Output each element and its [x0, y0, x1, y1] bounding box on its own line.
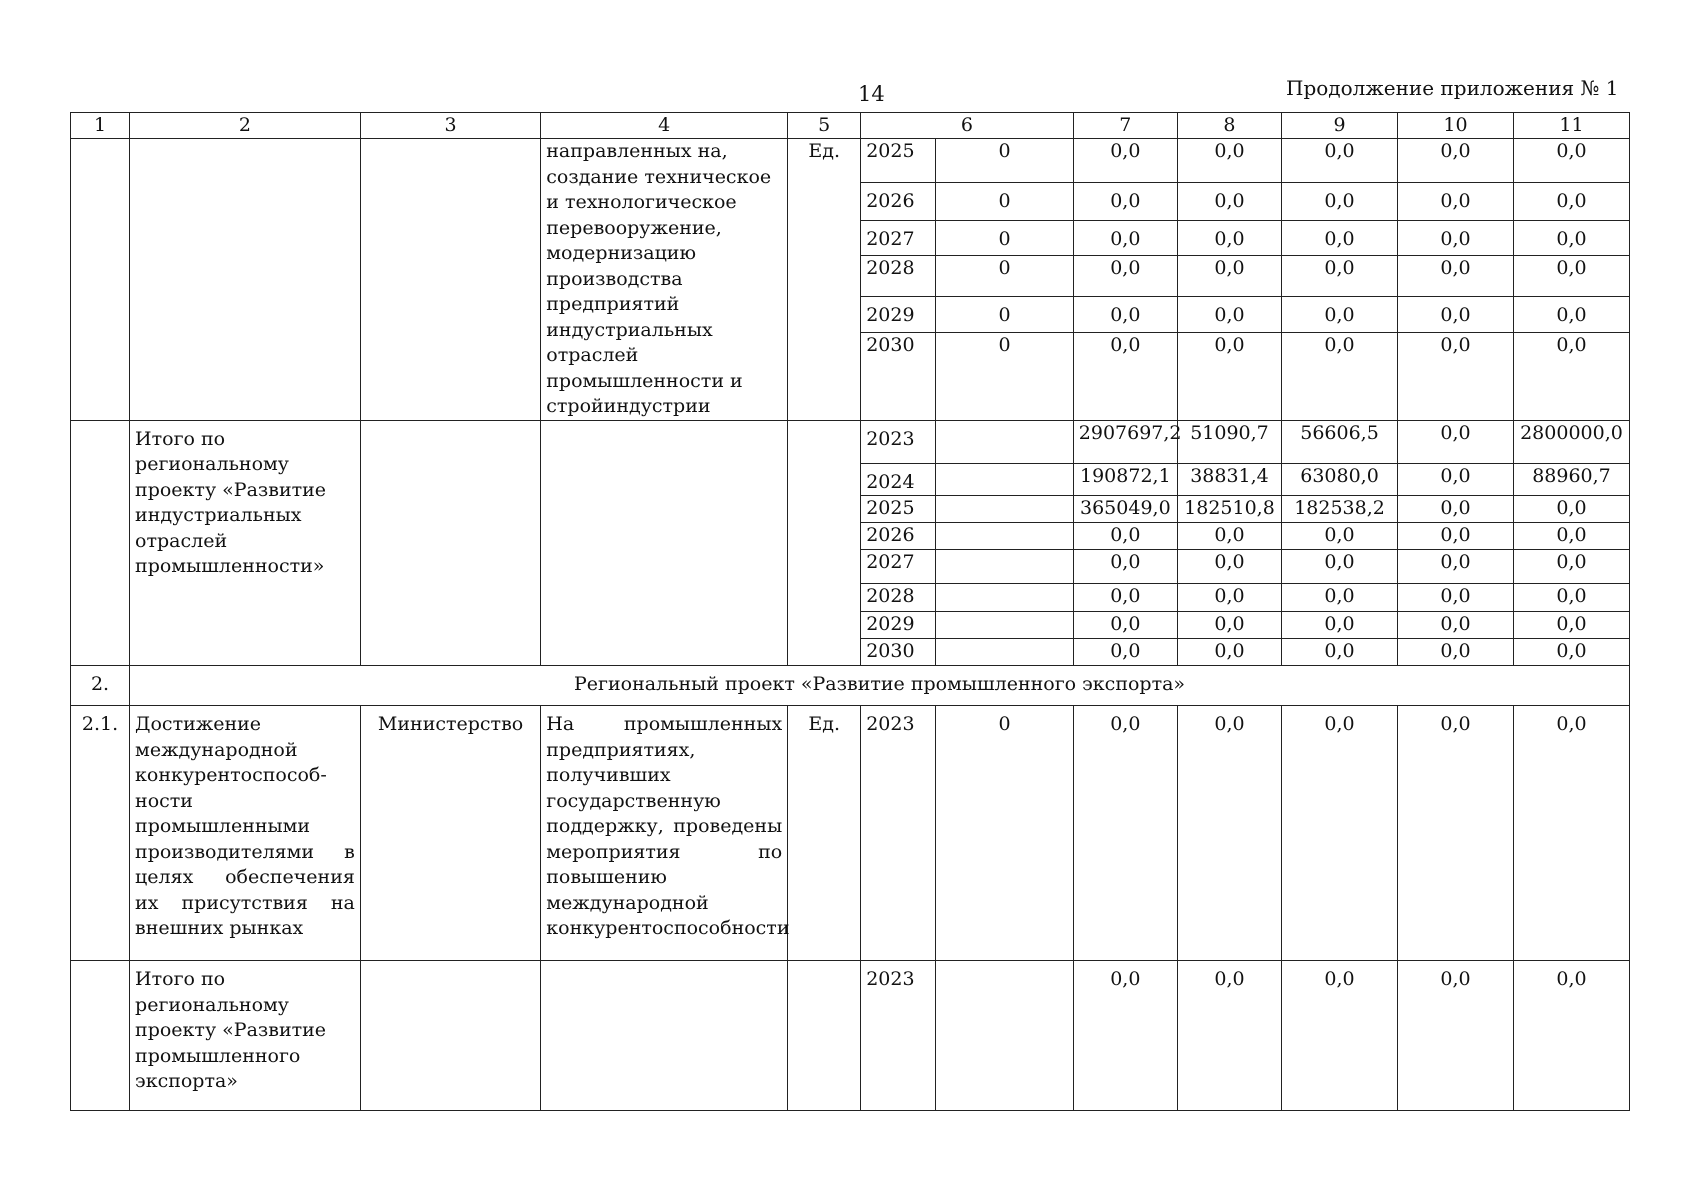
value-col9: 0,0	[1282, 182, 1398, 220]
base-value: 0	[936, 221, 1073, 256]
value-col8: 51090,7	[1177, 420, 1281, 463]
value-col10: 0,0	[1398, 420, 1514, 463]
value-col11: 0,0	[1513, 333, 1629, 420]
value-col10: 0,0	[1398, 139, 1514, 183]
col-num-5: 5	[788, 113, 861, 139]
value-col8: 0,0	[1177, 612, 1281, 639]
base-value: 0	[936, 256, 1073, 297]
cell-empty	[936, 523, 1073, 550]
program-table	[70, 112, 1630, 1111]
value-col10: 0,0	[1398, 221, 1514, 256]
section-number: 2.	[71, 666, 130, 706]
value-col7: 0,0	[1073, 612, 1177, 639]
value-col7: 0,0	[1073, 256, 1177, 297]
value-col9: 0,0	[1282, 333, 1398, 420]
cell-empty	[936, 420, 1073, 463]
indicator-text: направленных на, создание техническое и технологическое перевооружение, модернизацию производства предприятий индустриальных отраслей промышленности и стройиндустрии	[541, 139, 788, 421]
value-col9: 0,0	[1282, 961, 1398, 1111]
executor: Министерство	[360, 706, 540, 961]
value-col10: 0,0	[1398, 639, 1514, 666]
value-col9: 0,0	[1282, 296, 1398, 332]
year: 2025	[861, 139, 936, 183]
col-num-2: 2	[130, 113, 361, 139]
value-col7: 0,0	[1073, 706, 1177, 961]
cell-empty	[541, 420, 788, 666]
year: 2026	[861, 182, 936, 220]
unit: Ед.	[788, 706, 861, 961]
cell-empty	[71, 420, 130, 666]
value-col11: 0,0	[1513, 496, 1629, 523]
value-col11: 2800000,0	[1513, 420, 1629, 463]
col-num-4: 4	[541, 113, 788, 139]
value-col9: 56606,5	[1282, 420, 1398, 463]
value-col7: 0,0	[1073, 139, 1177, 183]
year: 2030	[861, 639, 936, 666]
value-col7: 0,0	[1073, 221, 1177, 256]
value-col11: 88960,7	[1513, 463, 1629, 496]
year: 2029	[861, 296, 936, 332]
value-col8: 182510,8	[1177, 496, 1281, 523]
value-col7: 0,0	[1073, 523, 1177, 550]
year: 2027	[861, 221, 936, 256]
value-col8: 0,0	[1177, 221, 1281, 256]
table-row	[71, 706, 1630, 961]
value-col11: 0,0	[1513, 706, 1629, 961]
cell-empty	[360, 420, 540, 666]
value-col9: 0,0	[1282, 523, 1398, 550]
base-value: 0	[936, 333, 1073, 420]
year: 2030	[861, 333, 936, 420]
value-col9: 63080,0	[1282, 463, 1398, 496]
cell-empty	[936, 463, 1073, 496]
section-header-row	[71, 666, 1630, 706]
value-col10: 0,0	[1398, 550, 1514, 584]
value-col7: 0,0	[1073, 296, 1177, 332]
unit: Ед.	[788, 139, 861, 421]
cell-empty	[936, 639, 1073, 666]
cell-empty	[541, 961, 788, 1111]
year: 2023	[861, 706, 936, 961]
cell-empty	[788, 961, 861, 1111]
base-value: 0	[936, 182, 1073, 220]
value-col11: 0,0	[1513, 139, 1629, 183]
value-col7: 0,0	[1073, 333, 1177, 420]
project-total-label: Итого по региональному проекту «Развитие промышленного экспорта»	[130, 961, 361, 1111]
cell-empty	[130, 139, 361, 421]
col-num-9: 9	[1282, 113, 1398, 139]
row-number: 2.1.	[71, 706, 130, 961]
value-col10: 0,0	[1398, 523, 1514, 550]
col-num-1: 1	[71, 113, 130, 139]
value-col10: 0,0	[1398, 333, 1514, 420]
value-col10: 0,0	[1398, 463, 1514, 496]
value-col11: 0,0	[1513, 961, 1629, 1111]
value-col8: 0,0	[1177, 639, 1281, 666]
col-num-3: 3	[360, 113, 540, 139]
value-col8: 0,0	[1177, 182, 1281, 220]
year: 2024	[861, 463, 936, 496]
value-col7: 190872,1	[1073, 463, 1177, 496]
col-num-8: 8	[1177, 113, 1281, 139]
value-col9: 0,0	[1282, 221, 1398, 256]
value-col7: 0,0	[1073, 182, 1177, 220]
base-value: 0	[936, 139, 1073, 183]
cell-empty	[936, 612, 1073, 639]
value-col10: 0,0	[1398, 496, 1514, 523]
value-col9: 0,0	[1282, 706, 1398, 961]
value-col11: 0,0	[1513, 523, 1629, 550]
col-num-11: 11	[1513, 113, 1629, 139]
value-col8: 38831,4	[1177, 463, 1281, 496]
value-col8: 0,0	[1177, 333, 1281, 420]
value-col8: 0,0	[1177, 139, 1281, 183]
value-col8: 0,0	[1177, 550, 1281, 584]
base-value: 0	[936, 706, 1073, 961]
year: 2027	[861, 550, 936, 584]
year: 2023	[861, 420, 936, 463]
column-number-row	[71, 113, 1630, 139]
value-col7: 0,0	[1073, 961, 1177, 1111]
value-col10: 0,0	[1398, 296, 1514, 332]
value-col11: 0,0	[1513, 639, 1629, 666]
value-col11: 0,0	[1513, 550, 1629, 584]
cell-empty	[360, 961, 540, 1111]
cell-empty	[936, 584, 1073, 612]
value-col11: 0,0	[1513, 584, 1629, 612]
value-col9: 0,0	[1282, 584, 1398, 612]
value-col11: 0,0	[1513, 182, 1629, 220]
cell-empty	[788, 420, 861, 666]
year: 2026	[861, 523, 936, 550]
value-col11: 0,0	[1513, 612, 1629, 639]
value-col8: 0,0	[1177, 584, 1281, 612]
appendix-continuation-note: Продолжение приложения № 1	[1286, 76, 1619, 100]
value-col8: 0,0	[1177, 296, 1281, 332]
value-col10: 0,0	[1398, 706, 1514, 961]
measure-name: Достижение международной конкурентоспособ-ности промышленными производителями в целях обеспечения их присутствия на внешних рынках	[130, 706, 361, 961]
year: 2029	[861, 612, 936, 639]
col-num-10: 10	[1398, 113, 1514, 139]
value-col11: 0,0	[1513, 221, 1629, 256]
value-col11: 0,0	[1513, 256, 1629, 297]
cell-empty	[71, 139, 130, 421]
value-col7: 0,0	[1073, 584, 1177, 612]
value-col8: 0,0	[1177, 706, 1281, 961]
indicator-text: На промышленных предприятиях, получивших государственную поддержку, проведены мероприятия по повышению международной конкурентоспособности	[541, 706, 788, 961]
cell-empty	[360, 139, 540, 421]
cell-empty	[936, 496, 1073, 523]
table-row	[71, 961, 1630, 1111]
cell-empty	[71, 961, 130, 1111]
value-col11: 0,0	[1513, 296, 1629, 332]
table-row	[71, 139, 1630, 183]
value-col7: 2907697,2	[1073, 420, 1177, 463]
value-col10: 0,0	[1398, 584, 1514, 612]
value-col8: 0,0	[1177, 961, 1281, 1111]
value-col7: 0,0	[1073, 639, 1177, 666]
value-col8: 0,0	[1177, 523, 1281, 550]
value-col10: 0,0	[1398, 612, 1514, 639]
cell-empty	[936, 550, 1073, 584]
col-num-6: 6	[861, 113, 1074, 139]
page-number: 14	[858, 82, 885, 106]
cell-empty	[936, 961, 1073, 1111]
table-row	[71, 420, 1630, 463]
year: 2025	[861, 496, 936, 523]
value-col9: 182538,2	[1282, 496, 1398, 523]
value-col10: 0,0	[1398, 961, 1514, 1111]
value-col9: 0,0	[1282, 639, 1398, 666]
value-col9: 0,0	[1282, 612, 1398, 639]
value-col9: 0,0	[1282, 550, 1398, 584]
value-col7: 365049,0	[1073, 496, 1177, 523]
base-value: 0	[936, 296, 1073, 332]
col-num-7: 7	[1073, 113, 1177, 139]
project-total-label: Итого по региональному проекту «Развитие индустриальных отраслей промышленности»	[130, 420, 361, 666]
value-col8: 0,0	[1177, 256, 1281, 297]
value-col9: 0,0	[1282, 139, 1398, 183]
value-col7: 0,0	[1073, 550, 1177, 584]
year: 2023	[861, 961, 936, 1111]
value-col10: 0,0	[1398, 182, 1514, 220]
year: 2028	[861, 584, 936, 612]
value-col9: 0,0	[1282, 256, 1398, 297]
section-title: Региональный проект «Развитие промышленного экспорта»	[130, 666, 1630, 706]
value-col10: 0,0	[1398, 256, 1514, 297]
year: 2028	[861, 256, 936, 297]
